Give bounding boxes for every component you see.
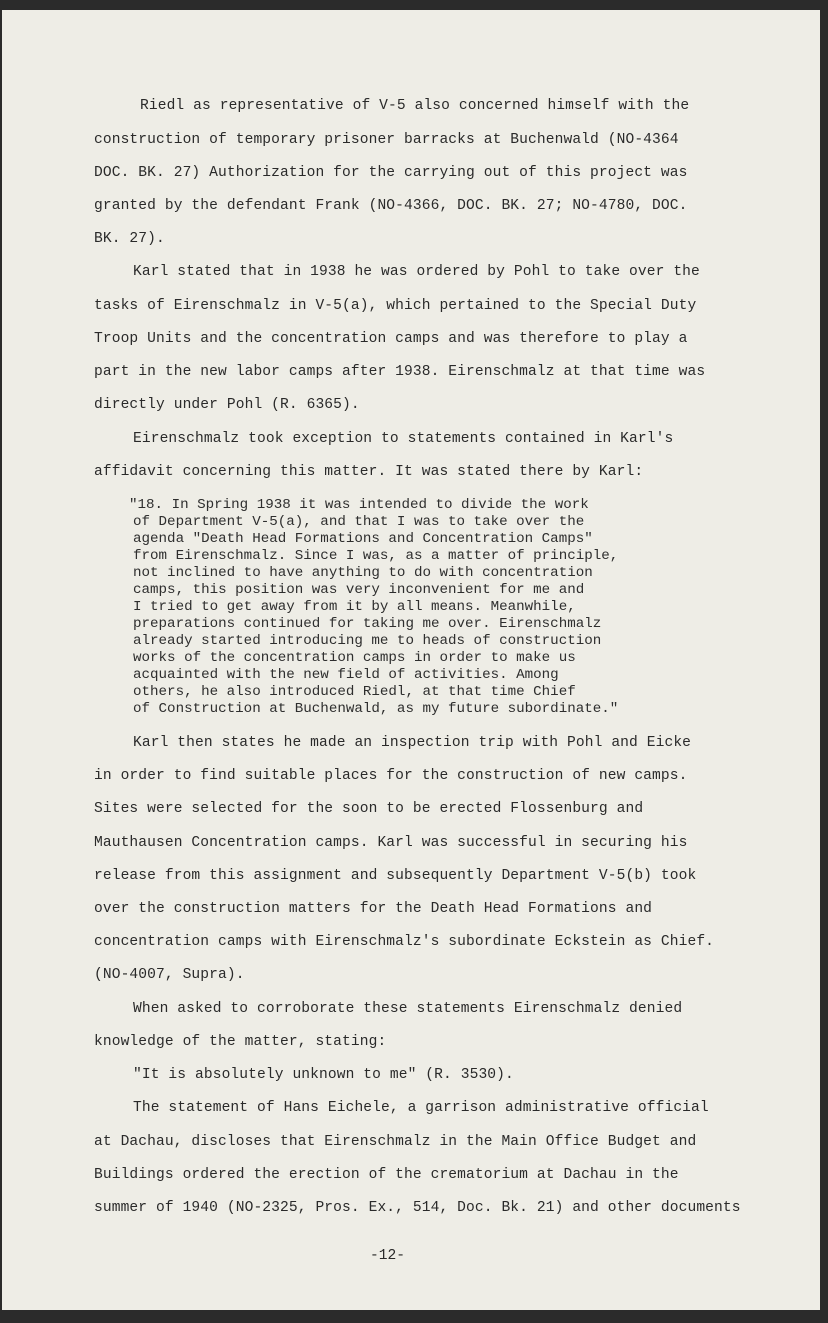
body-line: Karl then states he made an inspection trip with Pohl and Eicke [133, 735, 692, 751]
body-line: in order to find suitable places for the construction of new camps. [94, 768, 688, 784]
document-page [2, 10, 820, 1310]
body-line: Troop Units and the concentration camps and was therefore to play a [94, 331, 688, 347]
body-line: DOC. BK. 27) Authorization for the carrying out of this project was [94, 165, 688, 181]
body-line: granted by the defendant Frank (NO-4366, DOC. BK. 27; NO-4780, DOC. [94, 198, 688, 214]
body-line: summer of 1940 (NO-2325, Pros. Ex., 514, Doc. Bk. 21) and other documents [94, 1200, 741, 1216]
body-line: Buildings ordered the erection of the crematorium at Dachau in the [94, 1167, 679, 1183]
quote-line: already started introducing me to heads of construction [133, 633, 602, 649]
quote-line: others, he also introduced Riedl, at that time Chief [133, 684, 576, 700]
body-line: construction of temporary prisoner barracks at Buchenwald (NO-4364 [94, 132, 679, 148]
body-line: knowledge of the matter, stating: [94, 1034, 387, 1050]
body-line: When asked to corroborate these statements Eirenschmalz denied [133, 1001, 683, 1017]
quote-line: camps, this position was very inconvenient for me and [133, 582, 585, 598]
body-line: directly under Pohl (R. 6365). [94, 397, 360, 413]
body-line: Riedl as representative of V-5 also concerned himself with the [140, 98, 690, 114]
quote-line: of Construction at Buchenwald, as my future subordinate." [133, 701, 619, 717]
quote-line: preparations continued for taking me over. Eirenschmalz [133, 616, 602, 632]
body-line: The statement of Hans Eichele, a garrison administrative official [133, 1100, 709, 1116]
body-line: at Dachau, discloses that Eirenschmalz in the Main Office Budget and [94, 1134, 697, 1150]
quote-line: of Department V-5(a), and that I was to take over the [133, 514, 585, 530]
body-line: concentration camps with Eirenschmalz's subordinate Eckstein as Chief. [94, 934, 715, 950]
body-line: over the construction matters for the Death Head Formations and [94, 901, 653, 917]
quote-line: works of the concentration camps in order to make us [133, 650, 576, 666]
body-line: Mauthausen Concentration camps. Karl was successful in securing his [94, 835, 688, 851]
quote-line: "18. In Spring 1938 it was intended to divide the work [129, 497, 589, 513]
body-line: "It is absolutely unknown to me" (R. 3530). [133, 1067, 514, 1083]
body-line: affidavit concerning this matter. It was stated there by Karl: [94, 464, 644, 480]
body-line: part in the new labor camps after 1938. Eirenschmalz at that time was [94, 364, 706, 380]
body-line: Eirenschmalz took exception to statements contained in Karl's [133, 431, 674, 447]
quote-line: I tried to get away from it by all means. Meanwhile, [133, 599, 576, 615]
body-line: tasks of Eirenschmalz in V-5(a), which pertained to the Special Duty [94, 298, 697, 314]
body-line: (NO-4007, Supra). [94, 967, 245, 983]
body-line: Sites were selected for the soon to be erected Flossenburg and [94, 801, 644, 817]
quote-line: agenda "Death Head Formations and Concentration Camps" [133, 531, 593, 547]
quote-line: not inclined to have anything to do with concentration [133, 565, 593, 581]
quote-line: acquainted with the new field of activities. Among [133, 667, 559, 683]
body-line: BK. 27). [94, 231, 165, 247]
quote-line: from Eirenschmalz. Since I was, as a matter of principle, [133, 548, 619, 564]
page-number: -12- [370, 1248, 406, 1264]
body-line: release from this assignment and subsequently Department V-5(b) took [94, 868, 697, 884]
body-line: Karl stated that in 1938 he was ordered by Pohl to take over the [133, 264, 700, 280]
